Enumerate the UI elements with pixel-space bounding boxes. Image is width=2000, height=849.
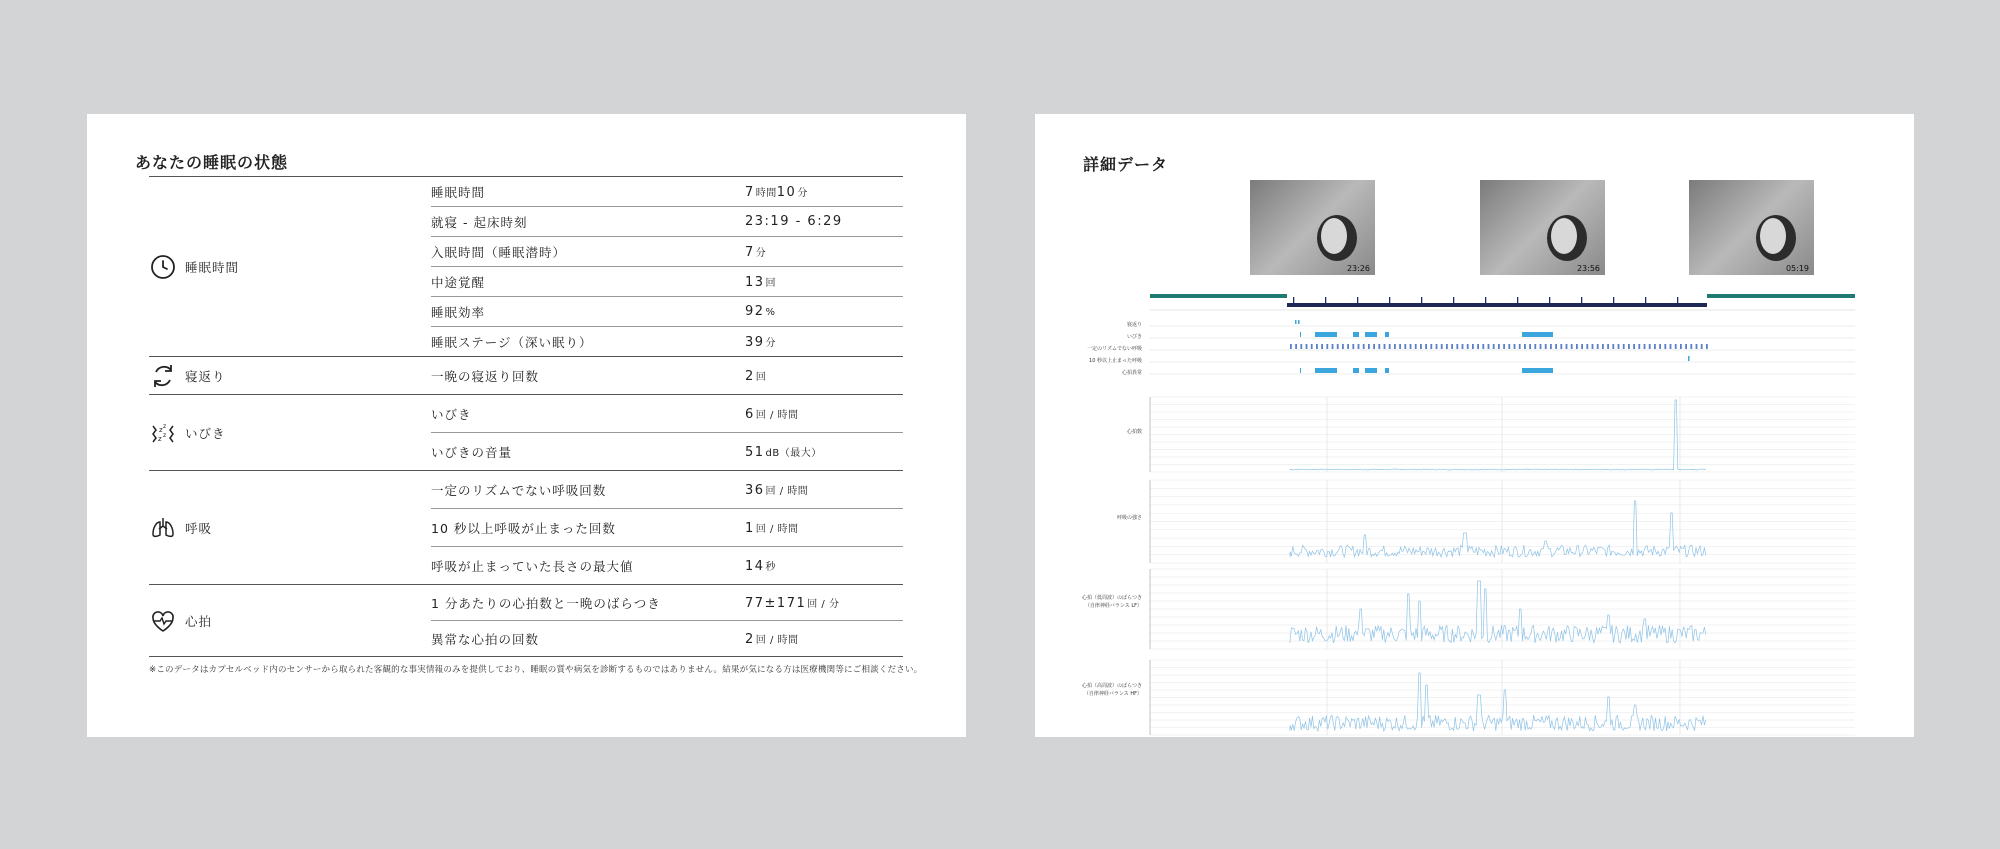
table-row — [431, 237, 903, 267]
row-value: 36回 / 時間 — [745, 482, 809, 498]
event-mark — [1337, 344, 1339, 349]
table-row — [431, 395, 903, 433]
event-mark — [1571, 344, 1573, 349]
row-value: 92% — [745, 304, 776, 319]
event-mark — [1404, 344, 1406, 349]
event-mark — [1592, 344, 1594, 349]
event-mark — [1420, 344, 1422, 349]
summary-group — [149, 585, 903, 657]
event-mark — [1353, 332, 1359, 337]
group-label: 寝返り — [185, 368, 226, 384]
event-mark — [1649, 344, 1651, 349]
row-value: 77±171回 / 分 — [745, 595, 840, 611]
row-label: 睡眠効率 — [431, 304, 486, 320]
event-mark — [1623, 344, 1625, 349]
series-line — [1290, 581, 1706, 643]
event-mark — [1385, 332, 1389, 337]
event-mark — [1654, 344, 1656, 349]
svg-text:z: z — [159, 425, 163, 434]
event-mark — [1706, 344, 1708, 349]
event-mark — [1385, 368, 1389, 373]
event-mark — [1514, 344, 1516, 349]
group-category — [149, 471, 431, 584]
table-row — [431, 297, 903, 327]
event-mark — [1534, 344, 1536, 349]
event-mark — [1524, 344, 1526, 349]
row-label: 入眠時間（睡眠潜時） — [431, 244, 567, 260]
event-mark — [1368, 344, 1370, 349]
event-mark — [1306, 344, 1308, 349]
video-time: 05:19 — [1785, 264, 1809, 273]
event-mark — [1315, 368, 1337, 373]
row-value: 39分 — [745, 334, 777, 350]
row-value: 2回 — [745, 368, 767, 384]
row-value: 7時間10分 — [745, 184, 808, 200]
wake-mark — [1325, 297, 1326, 303]
table-row — [431, 177, 903, 207]
wake-mark — [1485, 297, 1486, 303]
event-mark — [1436, 344, 1438, 349]
event-mark — [1425, 344, 1427, 349]
event-mark — [1332, 344, 1334, 349]
svg-text:z: z — [158, 434, 162, 443]
table-row — [431, 585, 903, 621]
event-mark — [1389, 344, 1391, 349]
event-mark — [1680, 344, 1682, 349]
wake-mark — [1453, 297, 1454, 303]
row-label: 10 秒以上呼吸が止まった回数 — [431, 520, 616, 536]
event-mark — [1311, 344, 1313, 349]
event-mark — [1586, 344, 1588, 349]
row-label: 睡眠時間 — [431, 184, 486, 200]
event-mark — [1373, 344, 1375, 349]
table-row — [431, 547, 903, 584]
footnote: ※このデータはカプセルベッド内のセンサーから取られた客観的な事実情報のみを提供しており、睡眠の質や病気を診断するものではありません。結果が気になる方は医療機関等にご相談ください。 — [149, 665, 923, 675]
row-value: 51dB（最大） — [745, 444, 822, 460]
event-mark — [1399, 344, 1401, 349]
event-mark — [1295, 344, 1297, 349]
summary-group — [149, 395, 903, 471]
event-mark — [1566, 344, 1568, 349]
summary-table — [149, 176, 903, 657]
table-row — [431, 471, 903, 509]
event-mark — [1488, 344, 1490, 349]
wake-mark — [1677, 297, 1678, 303]
row-label: 呼吸が止まっていた長さの最大値 — [431, 558, 634, 574]
event-mark — [1638, 344, 1640, 349]
event-mark — [1560, 344, 1562, 349]
awake-bar — [1150, 294, 1287, 298]
event-mark — [1430, 344, 1432, 349]
event-mark — [1472, 344, 1474, 349]
event-mark — [1295, 320, 1297, 324]
detail-charts — [1035, 114, 1914, 737]
event-mark — [1315, 332, 1337, 337]
event-mark — [1378, 344, 1380, 349]
row-label: 1 分あたりの心拍数と一晩のばらつき — [431, 595, 661, 611]
event-mark — [1446, 344, 1448, 349]
event-mark — [1519, 344, 1521, 349]
snore-icon — [149, 419, 177, 447]
event-mark — [1467, 344, 1469, 349]
event-mark — [1410, 344, 1412, 349]
wake-mark — [1581, 297, 1582, 303]
lane-label: 一定のリズムでない呼吸 — [1087, 346, 1142, 352]
event-mark — [1540, 344, 1542, 349]
event-mark — [1675, 344, 1677, 349]
event-mark — [1365, 332, 1377, 337]
event-mark — [1508, 344, 1510, 349]
group-label: いびき — [185, 425, 226, 441]
event-mark — [1290, 344, 1292, 349]
page-title: あなたの睡眠の状態 — [135, 153, 289, 172]
row-label: 一晩の寝返り回数 — [431, 368, 540, 384]
event-mark — [1342, 344, 1344, 349]
summary-group — [149, 177, 903, 357]
chart-label: 心拍（高周波）のばらつき — [1082, 683, 1142, 689]
event-mark — [1522, 368, 1553, 373]
awake-bar — [1707, 294, 1855, 298]
row-value: 14秒 — [745, 558, 777, 574]
event-mark — [1555, 344, 1557, 349]
table-row — [431, 509, 903, 547]
event-mark — [1365, 368, 1377, 373]
wake-mark — [1293, 297, 1294, 303]
video-time: 23:26 — [1346, 264, 1370, 273]
event-mark — [1545, 344, 1547, 349]
event-mark — [1529, 344, 1531, 349]
chart-label: 呼吸の強さ — [1116, 515, 1142, 521]
lungs-icon — [149, 514, 177, 542]
summary-group — [149, 357, 903, 395]
wake-mark — [1549, 297, 1550, 303]
event-mark — [1701, 344, 1703, 349]
event-mark — [1670, 344, 1672, 349]
event-mark — [1581, 344, 1583, 349]
row-value: 7分 — [745, 244, 767, 260]
table-row — [431, 267, 903, 297]
table-row — [431, 433, 903, 470]
chart-label: 心拍（低周波）のばらつき — [1082, 595, 1142, 601]
event-mark — [1685, 344, 1687, 349]
clock-icon — [149, 253, 177, 281]
event-mark — [1456, 344, 1458, 349]
event-mark — [1628, 344, 1630, 349]
group-category — [149, 357, 431, 394]
row-value: 1回 / 時間 — [745, 520, 799, 536]
wake-mark — [1517, 297, 1518, 303]
event-mark — [1482, 344, 1484, 349]
event-mark — [1612, 344, 1614, 349]
event-mark — [1477, 344, 1479, 349]
group-label: 呼吸 — [185, 520, 213, 536]
sleep-summary-card — [87, 114, 966, 737]
row-label: 異常な心拍の回数 — [431, 631, 540, 647]
row-value: 2回 / 時間 — [745, 631, 799, 647]
event-mark — [1550, 344, 1552, 349]
group-category — [149, 395, 431, 470]
lane-label: 10 秒以上止まった呼吸 — [1089, 358, 1142, 364]
event-mark — [1503, 344, 1505, 349]
event-mark — [1696, 344, 1698, 349]
event-mark — [1363, 344, 1365, 349]
event-mark — [1415, 344, 1417, 349]
svg-text:z: z — [163, 422, 167, 430]
detail-title: 詳細データ — [1083, 155, 1169, 174]
table-row — [431, 621, 903, 656]
event-mark — [1644, 344, 1646, 349]
event-mark — [1633, 344, 1635, 349]
series-line — [1290, 501, 1706, 557]
event-mark — [1298, 320, 1300, 324]
table-row — [431, 327, 903, 356]
event-mark — [1451, 344, 1453, 349]
event-mark — [1659, 344, 1661, 349]
svg-text:z: z — [163, 431, 167, 439]
event-mark — [1321, 344, 1323, 349]
row-label: 睡眠ステージ（深い眠り） — [431, 334, 593, 350]
event-mark — [1522, 332, 1553, 337]
event-mark — [1688, 356, 1690, 361]
series-line — [1290, 400, 1706, 470]
event-mark — [1300, 332, 1301, 337]
event-mark — [1664, 344, 1666, 349]
event-mark — [1441, 344, 1443, 349]
event-mark — [1352, 344, 1354, 349]
event-mark — [1316, 344, 1318, 349]
summary-group — [149, 471, 903, 585]
lane-label: 心拍異常 — [1121, 370, 1142, 376]
event-mark — [1326, 344, 1328, 349]
row-label: 一定のリズムでない呼吸回数 — [431, 482, 607, 498]
heart-icon — [149, 607, 177, 635]
event-mark — [1384, 344, 1386, 349]
table-row — [431, 357, 903, 394]
table-row — [431, 207, 903, 237]
group-category — [149, 585, 431, 656]
event-mark — [1462, 344, 1464, 349]
group-category — [149, 177, 431, 356]
video-time: 23:56 — [1576, 264, 1600, 273]
event-mark — [1597, 344, 1599, 349]
wake-mark — [1357, 297, 1358, 303]
wake-mark — [1645, 297, 1646, 303]
row-value: 6回 / 時間 — [745, 406, 799, 422]
event-mark — [1353, 368, 1359, 373]
chart-label: 心拍数 — [1126, 429, 1142, 435]
event-mark — [1602, 344, 1604, 349]
wake-mark — [1389, 297, 1390, 303]
lane-label: 寝返り — [1126, 322, 1142, 328]
event-mark — [1493, 344, 1495, 349]
wake-mark — [1613, 297, 1614, 303]
event-mark — [1576, 344, 1578, 349]
row-label: 中途覚醒 — [431, 274, 486, 290]
group-label: 心拍 — [185, 613, 213, 629]
detail-data-card — [1035, 114, 1914, 737]
event-mark — [1618, 344, 1620, 349]
rotate-icon — [149, 362, 177, 390]
event-mark — [1607, 344, 1609, 349]
series-line — [1290, 673, 1706, 731]
event-mark — [1300, 344, 1302, 349]
event-mark — [1690, 344, 1692, 349]
event-mark — [1347, 344, 1349, 349]
group-label: 睡眠時間 — [185, 259, 240, 275]
row-label: 就寝 - 起床時刻 — [431, 214, 528, 230]
chart-label-sub: （自律神経バランス HF） — [1083, 691, 1142, 697]
row-label: いびきの音量 — [431, 444, 513, 460]
lane-label: いびき — [1126, 334, 1142, 340]
row-value: 23:19 - 6:29 — [745, 214, 843, 229]
event-mark — [1358, 344, 1360, 349]
wake-mark — [1421, 297, 1422, 303]
event-mark — [1300, 368, 1301, 373]
sleep-bar — [1287, 303, 1707, 307]
chart-label-sub: （自律神経バランス LF） — [1084, 603, 1142, 609]
row-value: 13回 — [745, 274, 777, 290]
event-mark — [1394, 344, 1396, 349]
row-label: いびき — [431, 406, 472, 422]
event-mark — [1498, 344, 1500, 349]
